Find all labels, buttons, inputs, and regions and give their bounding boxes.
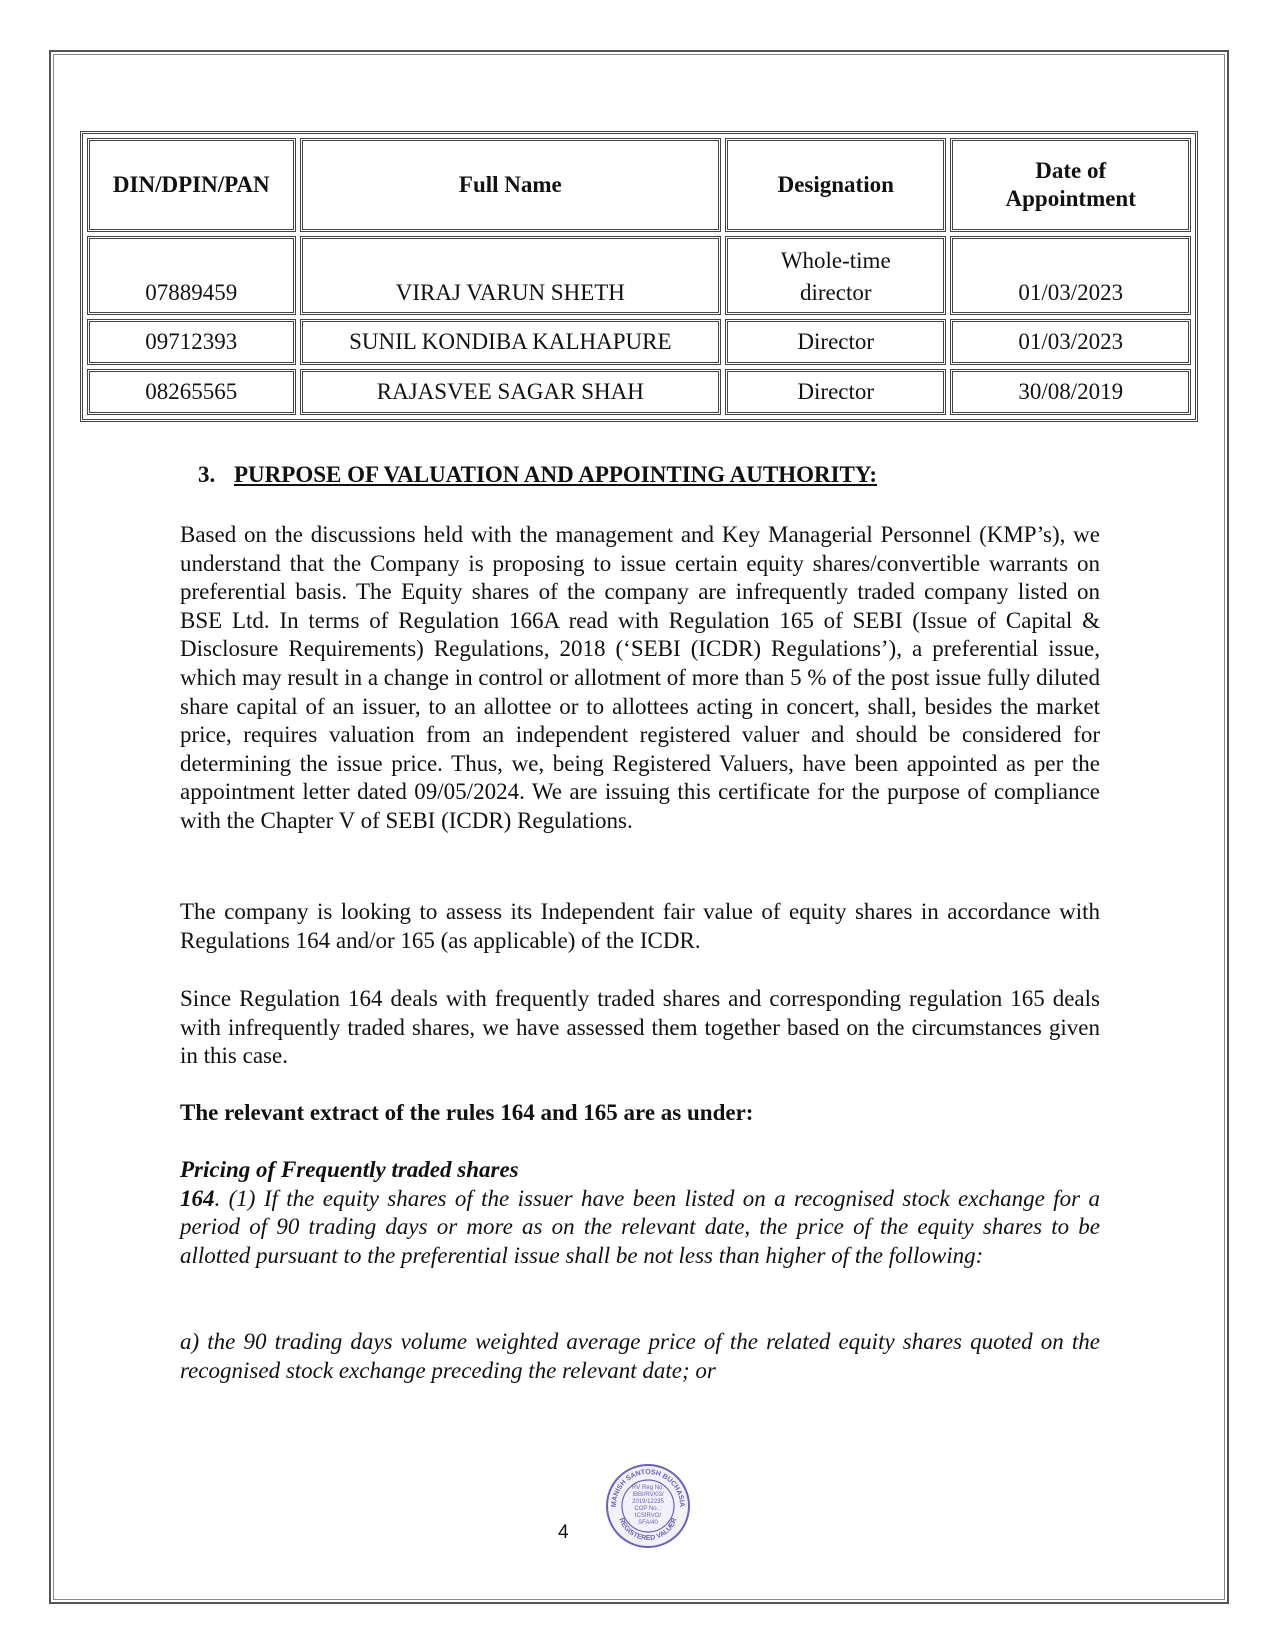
section-number: 3.: [198, 462, 216, 487]
cell-designation: Director: [725, 319, 946, 365]
directors-table: [80, 131, 1198, 422]
cell-full-name: VIRAJ VARUN SHETH: [300, 236, 721, 315]
header-date-of-appointment: [950, 138, 1191, 232]
paragraph-regulation-164: [180, 1156, 1100, 1270]
stamp-line1: RV Reg No.: [632, 1485, 664, 1491]
stamp-line5: ICSIRVO/: [634, 1513, 662, 1519]
header-din: DIN/DPIN/PAN: [87, 138, 296, 232]
header-date-line2: Appointment: [1005, 186, 1136, 211]
paragraph-assessment: The company is looking to assess its Independent fair value of equity shares in accordance with Regulations 164 and/or 165 (as applicable) of the ICDR.: [180, 899, 1100, 953]
section-heading: [198, 462, 877, 488]
paragraph-clause-a: a) the 90 trading days volume weighted average price of the related equity shares quoted on the recognised stock exchange preceding the relevant date; or: [180, 1329, 1100, 1383]
regulation-number: 164: [180, 1185, 215, 1211]
cell-date: 01/03/2023: [950, 319, 1191, 365]
cell-full-name: SUNIL KONDIBA KALHAPURE: [300, 319, 721, 365]
table-row: [87, 319, 1191, 365]
designation-line1: Whole-time: [780, 248, 891, 273]
regulation-text: . (1) If the equity shares of the issuer have been listed on a recognised stock exchange for a period of 90 trading days or more as on the relevant date, the price of the equity shares to be allotted pursuant to the preferential issue shall be not less than higher of the following:: [180, 1185, 1100, 1268]
stamp-bottom-text: REGISTERED VALUER: [617, 1517, 679, 1543]
paragraph-purpose: Based on the discussions held with the management and Key Managerial Personnel (KMP’s), we understand that the Company is proposing to issue certain equity shares/convertible warrants on preferential basis. The Equity shares of the company are infrequently traded company listed on BSE Ltd. In terms of Regulation 166A read with Regulation 165 of SEBI (Issue of Capital & Disclosure Requirements) Regulations, 2018 (‘SEBI (ICDR) Regulations’), a preferential issue, which may result in a change in control or allotment of more than 5 % of the post issue fully diluted share capital of an issuer, to an allottee or to allottees acting in concert, shall, besides the market price, requires valuation from an independent registered valuer and should be considered for determining the issue price. Thus, we, being Registered Valuers, have been appointed as per the appointment letter dated 09/05/2024. We are issuing this certificate for the purpose of compliance with the Chapter V of SEBI (ICDR) Regulations.: [180, 522, 1100, 833]
cell-designation: [725, 236, 946, 315]
cell-din: 09712393: [87, 319, 296, 365]
cell-date: 30/08/2019: [950, 369, 1191, 415]
pricing-heading: Pricing of Frequently traded shares: [180, 1157, 519, 1182]
cell-designation: Director: [725, 369, 946, 415]
table-header-row: [87, 138, 1191, 232]
header-designation: Designation: [725, 138, 946, 232]
section-title: PURPOSE OF VALUATION AND APPOINTING AUTHORITY:: [234, 462, 878, 487]
paragraph-extract-heading: The relevant extract of the rules 164 and 165 are as under:: [180, 1100, 754, 1125]
stamp-line6: SFA/40: [638, 1520, 658, 1526]
registered-valuer-stamp: [605, 1463, 691, 1549]
stamp-top-text: MANISH SANTOSH BUCHASIA: [610, 1468, 686, 1508]
table-row: [87, 369, 1191, 415]
cell-date: 01/03/2023: [950, 236, 1191, 315]
stamp-line4: COP No. :: [634, 1506, 662, 1512]
stamp-line3: 2019/12235: [632, 1499, 664, 1505]
page-number: 4: [558, 1522, 569, 1543]
cell-din: 08265565: [87, 369, 296, 415]
stamp-line2: IBBI/RV/03/: [632, 1492, 664, 1498]
cell-full-name: RAJASVEE SAGAR SHAH: [300, 369, 721, 415]
paragraph-regulations: Since Regulation 164 deals with frequently traded shares and corresponding regulation 165 deals with infrequently traded shares, we have assessed them together based on the circumstances given in this case.: [180, 986, 1100, 1069]
table-row: [87, 236, 1191, 315]
designation-line2: director: [799, 280, 872, 305]
cell-din: 07889459: [87, 236, 296, 315]
header-full-name: Full Name: [300, 138, 721, 232]
header-date-line1: Date of: [1035, 158, 1107, 183]
